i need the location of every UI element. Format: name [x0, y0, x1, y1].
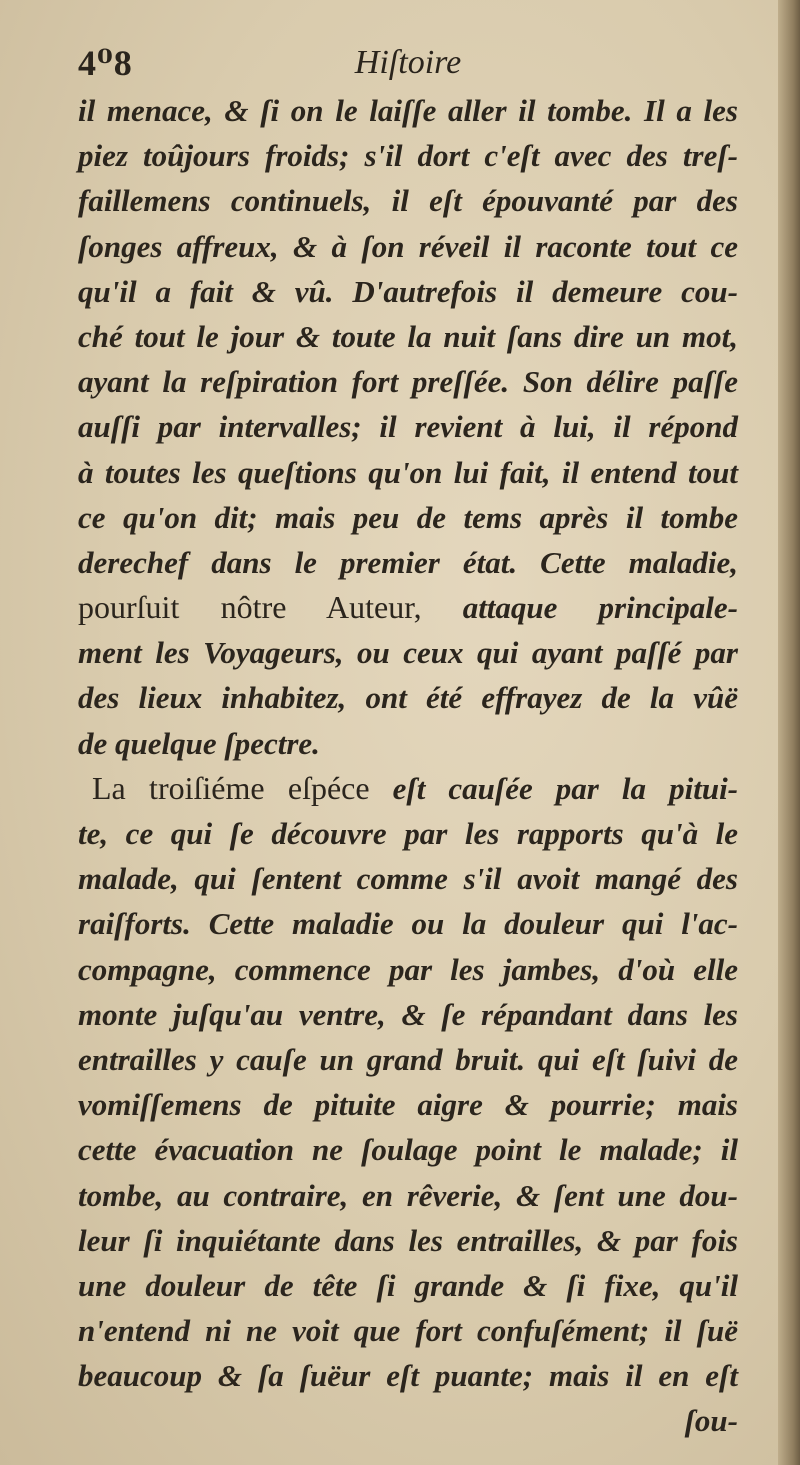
page-header — [78, 40, 738, 84]
text-line — [78, 901, 738, 946]
italic-text: ce qu'on dit; mais peu de tems après il tombe — [78, 499, 738, 535]
body-text — [78, 88, 738, 1444]
italic-text: faillemens continuels, il eſt épouvanté par des — [78, 183, 738, 219]
running-title: Hiſtoire — [354, 44, 462, 81]
text-line — [78, 133, 738, 178]
italic-text: n'entend ni ne voit que fort confuſément; il ſuë — [78, 1313, 738, 1349]
text-line — [78, 1398, 738, 1443]
italic-text: ſou- — [684, 1403, 738, 1439]
text-line — [78, 811, 738, 856]
italic-text: ment les Voyageurs, ou ceux qui ayant paſſé par — [78, 635, 738, 671]
page-gutter-shadow — [778, 0, 800, 1465]
italic-text: ché tout le jour & toute la nuit ſans dire un mot, — [78, 318, 738, 354]
italic-text: compagne, commence par les jambes, d'où elle — [78, 951, 738, 987]
text-line — [78, 269, 738, 314]
text-line — [78, 314, 738, 359]
text-line — [78, 404, 738, 449]
italic-text: ayant la reſpiration fort preſſée. Son délire paſſe — [78, 364, 738, 400]
text-line — [78, 178, 738, 223]
italic-text: piez toûjours froids; s'il dort c'eſt avec des treſ- — [78, 138, 738, 174]
text-line — [78, 1037, 738, 1082]
text-line — [78, 224, 738, 269]
italic-text: auſſi par intervalles; il revient à lui, il répond — [78, 409, 738, 445]
text-line — [78, 359, 738, 404]
text-line — [78, 856, 738, 901]
text-line — [78, 675, 738, 720]
italic-text: raiſforts. Cette maladie ou la douleur qui l'ac- — [78, 906, 738, 942]
italic-text: cette évacuation ne ſoulage point le malade; il — [78, 1132, 738, 1168]
text-line — [78, 1308, 738, 1353]
roman-text: pourſuit nôtre Auteur, — [78, 589, 422, 626]
italic-text: tombe, au contraire, en rêverie, & ſent une dou- — [78, 1177, 738, 1213]
italic-text: malade, qui ſentent comme s'il avoit mangé des — [78, 861, 738, 897]
text-line — [78, 88, 738, 133]
italic-text: entrailles y cauſe un grand bruit. qui eſt ſuivi de — [78, 1041, 738, 1077]
roman-text: La troiſiéme eſpéce — [92, 769, 370, 806]
italic-text: monte juſqu'au ventre, & ſe répandant dans les — [78, 996, 738, 1032]
page-number: 4⁰8 — [78, 43, 133, 83]
italic-text: une douleur de tête ſi grande & ſi fixe, qu'il — [78, 1267, 738, 1303]
italic-text: te, ce qui ſe découvre par les rapports qu'à le — [78, 816, 738, 851]
text-line — [78, 630, 738, 675]
italic-text: eſt cauſée par la pitui- — [369, 770, 739, 806]
italic-text: attaque principale- — [421, 590, 738, 626]
text-line — [78, 1082, 738, 1127]
italic-text: beaucoup & ſa ſuëur eſt puante; mais il en eſt — [78, 1358, 738, 1394]
text-line — [78, 1218, 738, 1263]
text-line — [78, 585, 738, 630]
text-line — [78, 540, 738, 585]
text-line — [78, 1127, 738, 1172]
italic-text: qu'il a fait & vû. D'autrefois il demeure cou- — [78, 273, 738, 309]
text-line — [78, 450, 738, 495]
text-line — [78, 992, 738, 1037]
italic-text: leur ſi inquiétante dans les entrailles, & par fois — [78, 1222, 738, 1258]
italic-text: derechef dans le premier état. Cette maladie, — [78, 544, 738, 580]
text-line — [78, 947, 738, 992]
text-line — [78, 721, 738, 766]
italic-text: il menace, & ſi on le laiſſe aller il tombe. Il a les — [78, 93, 738, 128]
text-line — [78, 495, 738, 540]
text-line — [78, 1263, 738, 1308]
italic-text: des lieux inhabitez, ont été effrayez de la vûë — [78, 680, 738, 716]
italic-text: vomiſſemens de pituite aigre & pourrie; mais — [78, 1087, 738, 1123]
text-line — [78, 766, 738, 811]
text-line — [78, 1173, 738, 1218]
italic-text: de quelque ſpectre. — [78, 725, 320, 761]
text-line — [78, 1353, 738, 1398]
italic-text: ſonges affreux, & à ſon réveil il raconte tout ce — [78, 228, 738, 264]
italic-text: à toutes les queſtions qu'on lui fait, il entend tout — [78, 454, 738, 490]
